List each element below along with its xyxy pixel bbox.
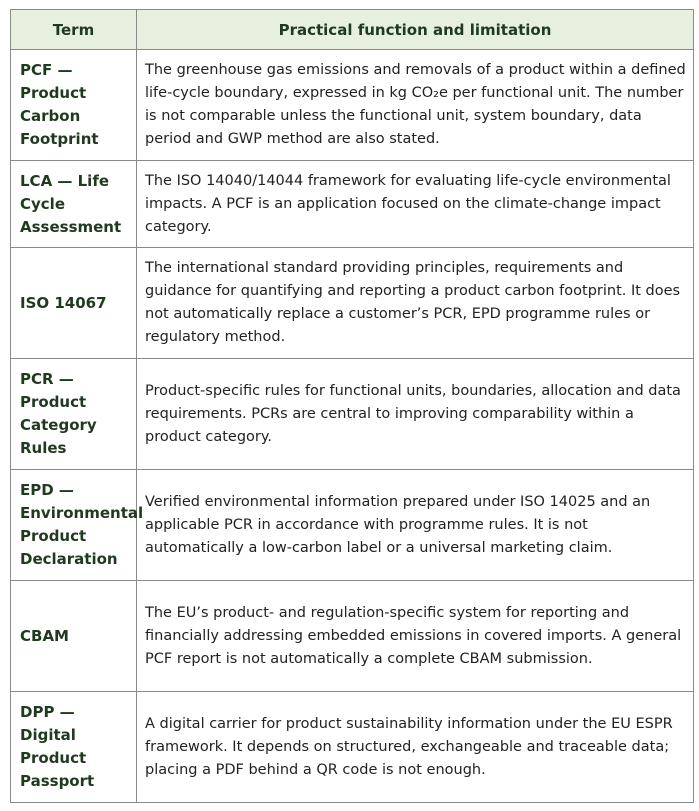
description-cell: Verified environmental information prepared under ISO 14025 and an applicable PCR in accordance with programme rules. It is not automatically a low-carbon label or a universal marketing claim. bbox=[137, 470, 694, 581]
table-row bbox=[11, 581, 694, 692]
description-cell: The ISO 14040/14044 framework for evaluating life-cycle environmental impacts. A PCF is an application focused on the climate-change impact category. bbox=[137, 161, 694, 248]
table-row bbox=[11, 359, 694, 470]
table-row bbox=[11, 248, 694, 359]
table-row bbox=[11, 470, 694, 581]
term-cell: DPP — Digital Product Passport bbox=[11, 692, 137, 803]
term-cell: PCF — Product Carbon Footprint bbox=[11, 50, 137, 161]
table-row bbox=[11, 161, 694, 248]
header-term: Term bbox=[11, 10, 137, 50]
description-cell: A digital carrier for product sustainability information under the EU ESPR framework. It depends on structured, exchangeable and traceable data; placing a PDF behind a QR code is not enough. bbox=[137, 692, 694, 803]
description-cell: The EU’s product- and regulation-specific system for reporting and financially addressing embedded emissions in covered imports. A general PCF report is not automatically a complete CBAM submission. bbox=[137, 581, 694, 692]
glossary-table bbox=[10, 9, 694, 803]
table-row bbox=[11, 692, 694, 803]
glossary-table-container bbox=[10, 9, 693, 803]
header-function: Practical function and limitation bbox=[137, 10, 694, 50]
term-cell: ISO 14067 bbox=[11, 248, 137, 359]
description-cell: The greenhouse gas emissions and removals of a product within a defined life-cycle boundary, expressed in kg CO₂e per functional unit. The number is not comparable unless the functional unit, system boundary, data period and GWP method are also stated. bbox=[137, 50, 694, 161]
table-header-row bbox=[11, 10, 694, 50]
term-cell: EPD — Environmental Product Declaration bbox=[11, 470, 137, 581]
term-cell: LCA — Life Cycle Assessment bbox=[11, 161, 137, 248]
term-cell: CBAM bbox=[11, 581, 137, 692]
term-cell: PCR — Product Category Rules bbox=[11, 359, 137, 470]
description-cell: The international standard providing principles, requirements and guidance for quantifying and reporting a product carbon footprint. It does not automatically replace a customer’s PCR, EPD programme rules or regulatory method. bbox=[137, 248, 694, 359]
table-row bbox=[11, 50, 694, 161]
description-cell: Product-specific rules for functional units, boundaries, allocation and data requirements. PCRs are central to improving comparability within a product category. bbox=[137, 359, 694, 470]
